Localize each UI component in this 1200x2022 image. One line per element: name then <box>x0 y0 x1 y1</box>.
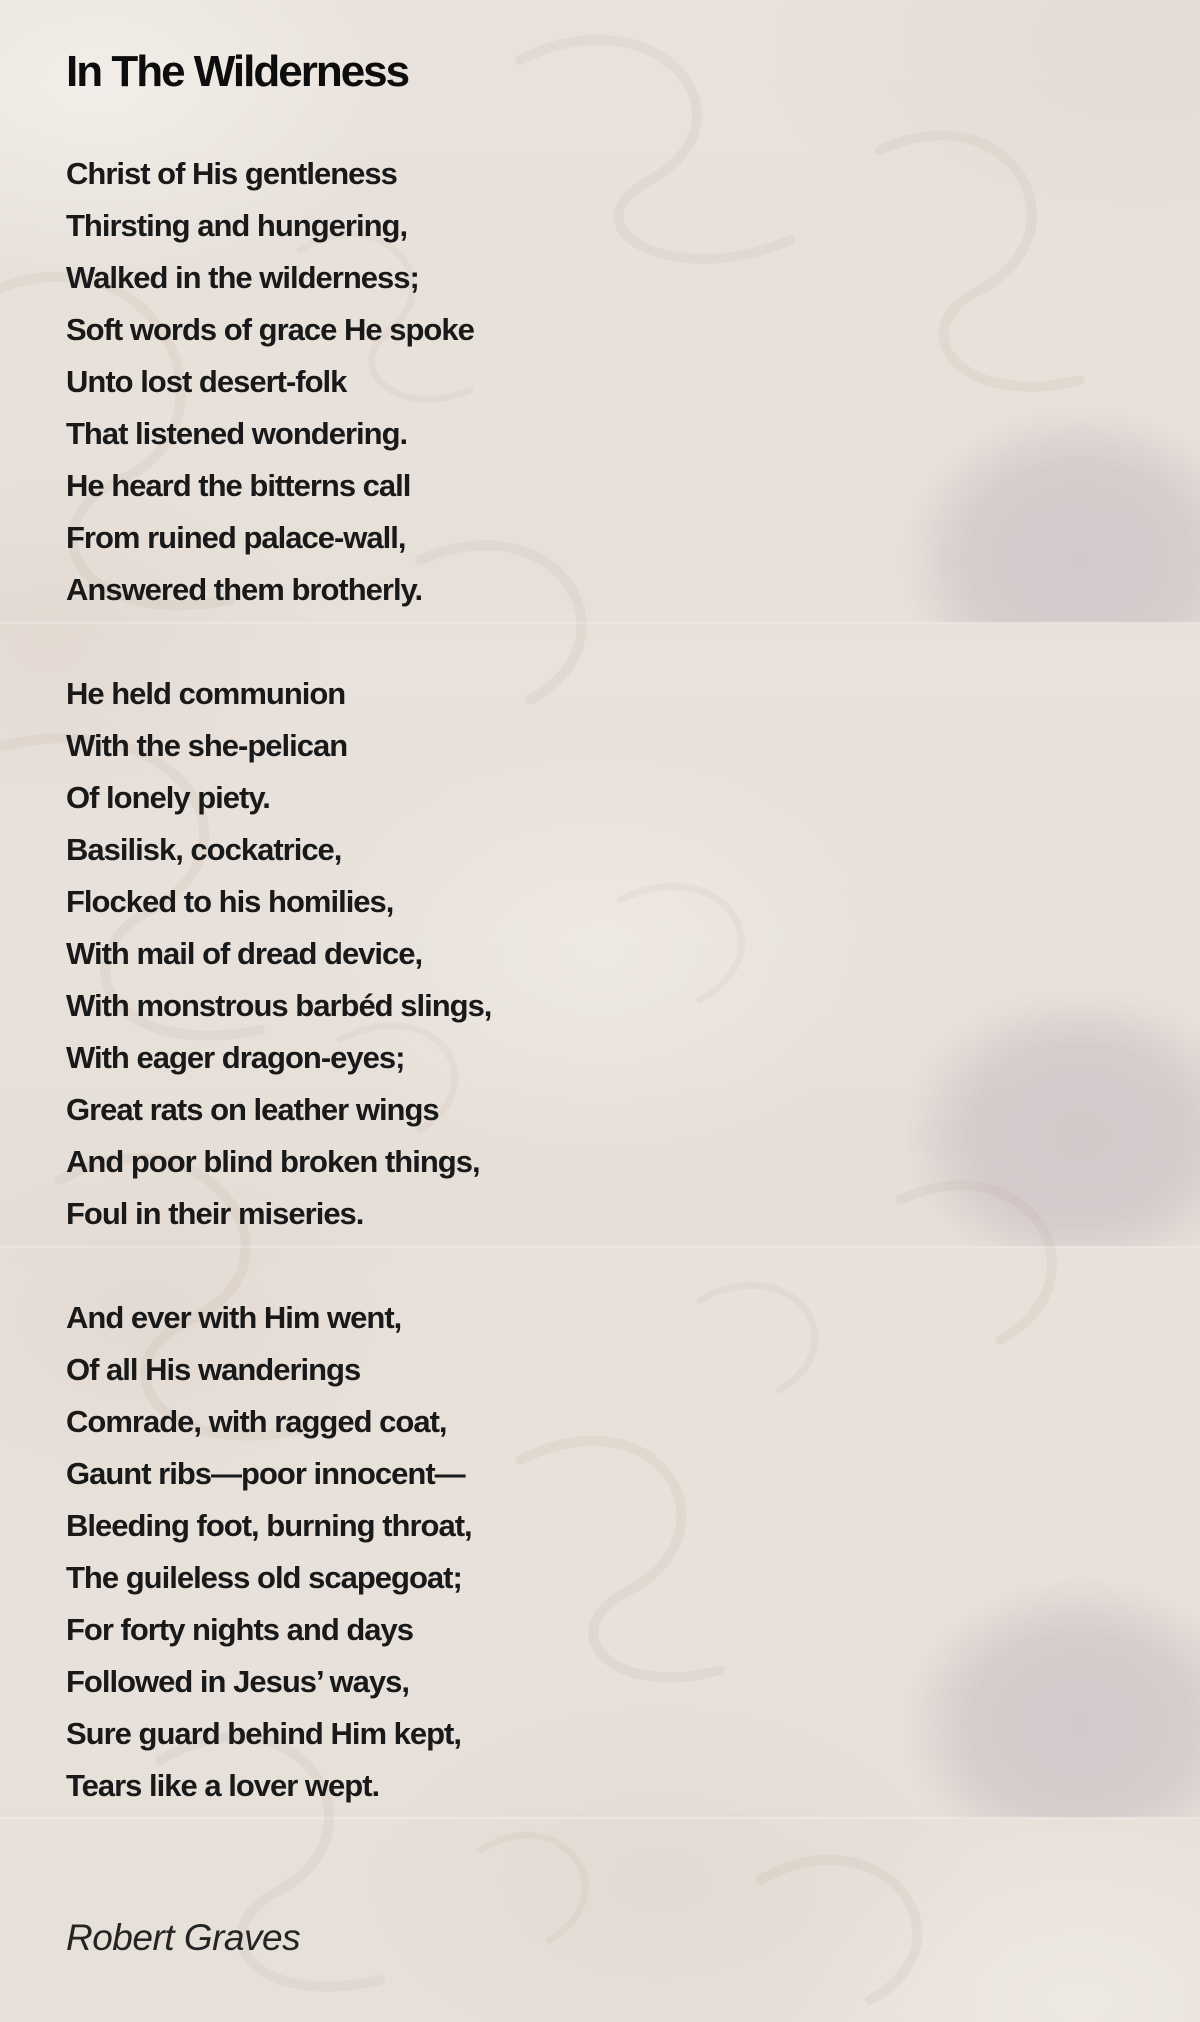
poem-line: Of all His wanderings <box>66 1352 361 1387</box>
poem-line: That listened wondering. <box>66 416 408 451</box>
poem-line: With eager dragon-eyes; <box>66 1040 405 1075</box>
poem-line: From ruined palace-wall, <box>66 520 406 555</box>
poem-line: Sure guard behind Him kept, <box>66 1716 461 1751</box>
stanza-1 <box>66 148 1160 616</box>
poem-line: Bleeding foot, burning throat, <box>66 1508 472 1543</box>
poem-line: Thirsting and hungering, <box>66 208 408 243</box>
poem-line: For forty nights and days <box>66 1612 414 1647</box>
poem-line: He held communion <box>66 676 346 711</box>
poem-line: Tears like a lover wept. <box>66 1768 380 1803</box>
poem-line: With the she-pelican <box>66 728 348 763</box>
poem-line: Unto lost desert-folk <box>66 364 347 399</box>
poem-line: Flocked to his homilies, <box>66 884 394 919</box>
poem-line: And poor blind broken things, <box>66 1144 480 1179</box>
poem-title: In The Wilderness <box>66 47 409 96</box>
poem-line: Basilisk, cockatrice, <box>66 832 342 867</box>
poem-body <box>66 148 1160 1812</box>
poem-line: Of lonely piety. <box>66 780 270 815</box>
poem-line: Christ of His gentleness <box>66 156 397 191</box>
poem-author: Robert Graves <box>66 1917 301 1958</box>
poem-line: And ever with Him went, <box>66 1300 402 1335</box>
poem-line: Walked in the wilderness; <box>66 260 419 295</box>
poem-line: Soft words of grace He spoke <box>66 312 474 347</box>
poem-line: Answered them brotherly. <box>66 572 423 607</box>
poem-line: Gaunt ribs—poor innocent— <box>66 1456 465 1491</box>
stanza-3 <box>66 1292 1160 1812</box>
poem-line: Comrade, with ragged coat, <box>66 1404 447 1439</box>
poem-line: Foul in their miseries. <box>66 1196 364 1231</box>
poem-line: The guileless old scapegoat; <box>66 1560 462 1595</box>
poem-line: Followed in Jesus’ ways, <box>66 1664 409 1699</box>
poem-line: With mail of dread device, <box>66 936 423 971</box>
poem-line: Great rats on leather wings <box>66 1092 439 1127</box>
stanza-2 <box>66 668 1160 1240</box>
poem-line: With monstrous barbéd slings, <box>66 988 492 1023</box>
poem-line: He heard the bitterns call <box>66 468 411 503</box>
